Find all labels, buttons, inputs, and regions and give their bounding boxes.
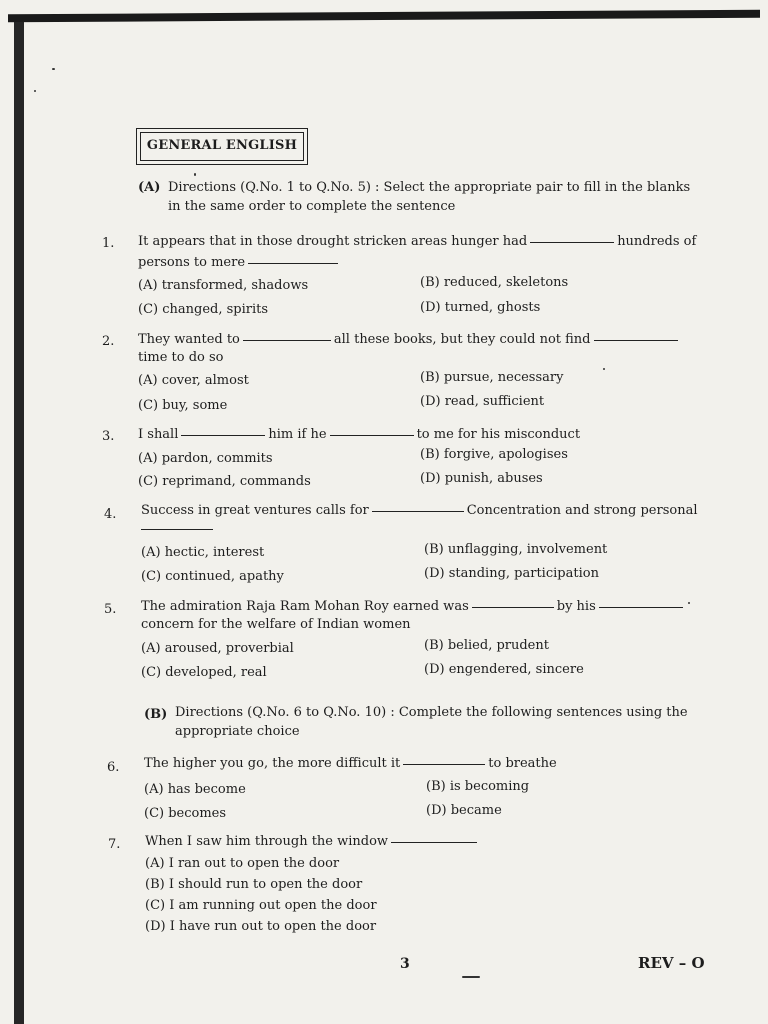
question-7-blank1 [391,841,477,843]
option-label: (D) [420,300,441,315]
question-3-part3: to me for his misconduct [416,427,581,442]
option-text: became [450,803,502,818]
scan-speck [688,602,690,604]
option-label: (D) [426,803,447,818]
scan-speck [194,173,196,176]
option-label: (A) [141,545,161,560]
question-2-part3: time to do so [138,350,224,365]
binding-edge [14,22,24,1024]
question-3-blank2 [330,434,414,436]
option-text: I am running out open the door [169,898,377,913]
question-2-blank2 [594,339,678,341]
question-4-option-b [424,542,607,557]
question-5-blank1 [472,606,554,608]
question-3-number: 3. [102,429,115,444]
question-6-option-a [144,782,246,797]
question-1-part1: It appears that in those drought stricken areas hunger had [138,234,528,249]
option-label: (A) [138,451,158,466]
question-7-option-d [145,919,376,934]
question-6-option-c [144,806,226,821]
question-1-blank1 [530,241,614,243]
question-3-part1: I shall [138,427,179,442]
question-2-option-b [420,370,563,385]
option-text: pursue, necessary [443,370,564,385]
question-5-option-d [424,662,584,677]
option-label: (B) [424,542,444,557]
option-text: turned, ghosts [444,300,541,315]
question-5-part3: concern for the welfare of Indian women [141,617,411,632]
question-5-blank2 [599,606,683,608]
question-7-option-a [145,856,339,871]
section-heading: GENERAL ENGLISH [146,138,298,153]
question-5-number: 5. [104,602,117,617]
option-label: (D) [424,662,445,677]
question-6-stem [144,756,557,771]
question-2-blank1 [243,339,331,341]
option-label: (A) [138,373,158,388]
question-5-option-b [424,638,549,653]
question-4-part1: Success in great ventures calls for [141,503,369,518]
option-label: (C) [138,474,159,489]
option-label: (C) [144,806,165,821]
question-6-number: 6. [107,760,120,775]
question-6-option-b [426,779,529,794]
option-text: read, sufficient [444,394,545,409]
question-4-option-a [141,545,264,560]
option-label: (B) [420,370,440,385]
option-label: (D) [145,919,166,934]
question-5-part1: The admiration Raja Ram Mohan Roy earned was [141,599,469,614]
question-3-option-a [138,451,273,466]
option-text: I have run out to open the door [169,919,377,934]
question-7-part1: When I saw him through the window [145,834,389,849]
question-4-blank2 [141,529,213,530]
question-2-stem [138,332,681,347]
question-1-part2: hundreds of [617,234,697,249]
question-5-part2: by his [556,599,596,614]
option-label: (A) [145,856,165,871]
option-text: engendered, sincere [448,662,584,677]
option-label: (C) [138,398,159,413]
page-number: 3 [400,956,410,972]
section-b-label: (B) [144,707,168,722]
option-label: (D) [424,566,445,581]
question-2-part1: They wanted to [138,332,240,347]
option-label: (B) [145,877,165,892]
question-7-stem [145,834,480,849]
question-2-option-a [138,373,249,388]
scan-speck [603,368,605,370]
question-1-option-a [138,278,308,293]
option-text: hectic, interest [164,545,265,560]
question-3-option-c [138,474,311,489]
option-text: belied, prudent [447,638,549,653]
section-a-directions-line2: in the same order to complete the sentence [168,199,456,214]
scan-speck [462,976,480,978]
question-4-blank1 [372,510,464,512]
option-text: changed, spirits [162,302,269,317]
option-text: buy, some [162,398,228,413]
option-label: (A) [138,278,158,293]
question-1-number: 1. [102,236,115,251]
question-6-blank1 [403,763,485,765]
option-label: (C) [145,898,166,913]
option-text: I should run to open the door [168,877,363,892]
question-3-option-d [420,471,543,486]
option-label: (D) [420,471,441,486]
question-3-stem [138,427,580,442]
question-4-stem [141,503,697,518]
question-7-number: 7. [108,837,121,852]
section-heading-box [136,128,308,165]
question-2-option-d [420,394,544,409]
question-1-option-d [420,300,540,315]
option-text: aroused, proverbial [164,641,294,656]
option-text: becomes [168,806,227,821]
option-text: reduced, skeletons [443,275,569,290]
section-b-directions-line1: Directions (Q.No. 6 to Q.No. 10) : Complete the following sentences using the [175,705,688,720]
question-5-option-a [141,641,294,656]
section-b-directions-line2: appropriate choice [175,724,300,739]
top-border [8,10,760,23]
question-2-number: 2. [102,334,115,349]
question-4-part2: Concentration and strong personal [466,503,698,518]
option-text: reprimand, commands [162,474,311,489]
option-label: (D) [420,394,441,409]
question-6-option-d [426,803,502,818]
question-1-part3: persons to mere [138,255,246,270]
option-text: unflagging, involvement [447,542,608,557]
question-1-option-c [138,302,268,317]
question-1-option-b [420,275,568,290]
option-label: (A) [141,641,161,656]
option-text: is becoming [449,779,530,794]
section-a-label: (A) [138,180,161,195]
question-3-part2: him if he [268,427,327,442]
question-7-option-c [145,898,377,913]
option-text: has become [167,782,246,797]
scan-speck [34,90,36,92]
option-text: forgive, apologises [443,447,568,462]
option-text: continued, apathy [165,569,284,584]
option-label: (B) [420,447,440,462]
option-text: pardon, commits [161,451,273,466]
question-6-part1: The higher you go, the more difficult it [144,756,401,771]
question-4-number: 4. [104,507,117,522]
section-a-directions-line1: Directions (Q.No. 1 to Q.No. 5) : Select the appropriate pair to fill in the blanks [168,180,691,195]
option-label: (B) [420,275,440,290]
question-4-option-c [141,569,284,584]
scan-speck [52,68,55,70]
option-label: (B) [426,779,446,794]
option-label: (A) [144,782,164,797]
question-2-part2: all these books, but they could not find [333,332,591,347]
option-text: I ran out to open the door [168,856,340,871]
option-label: (B) [424,638,444,653]
option-text: punish, abuses [444,471,543,486]
option-label: (C) [141,569,162,584]
question-5-stem [141,599,686,614]
option-label: (C) [138,302,159,317]
option-text: standing, participation [448,566,599,581]
option-text: transformed, shadows [161,278,309,293]
question-3-blank1 [181,434,265,436]
question-2-option-c [138,398,227,413]
revision-label: REV – O [638,954,705,972]
option-text: developed, real [165,665,267,680]
question-1-blank2 [248,262,338,264]
question-4-option-d [424,566,599,581]
option-label: (C) [141,665,162,680]
question-6-part2: to breathe [488,756,557,771]
question-3-option-b [420,447,568,462]
question-1-stem-line2 [138,255,341,270]
question-5-option-c [141,665,267,680]
question-7-option-b [145,877,362,892]
option-text: cover, almost [161,373,249,388]
question-1-stem [138,234,696,249]
